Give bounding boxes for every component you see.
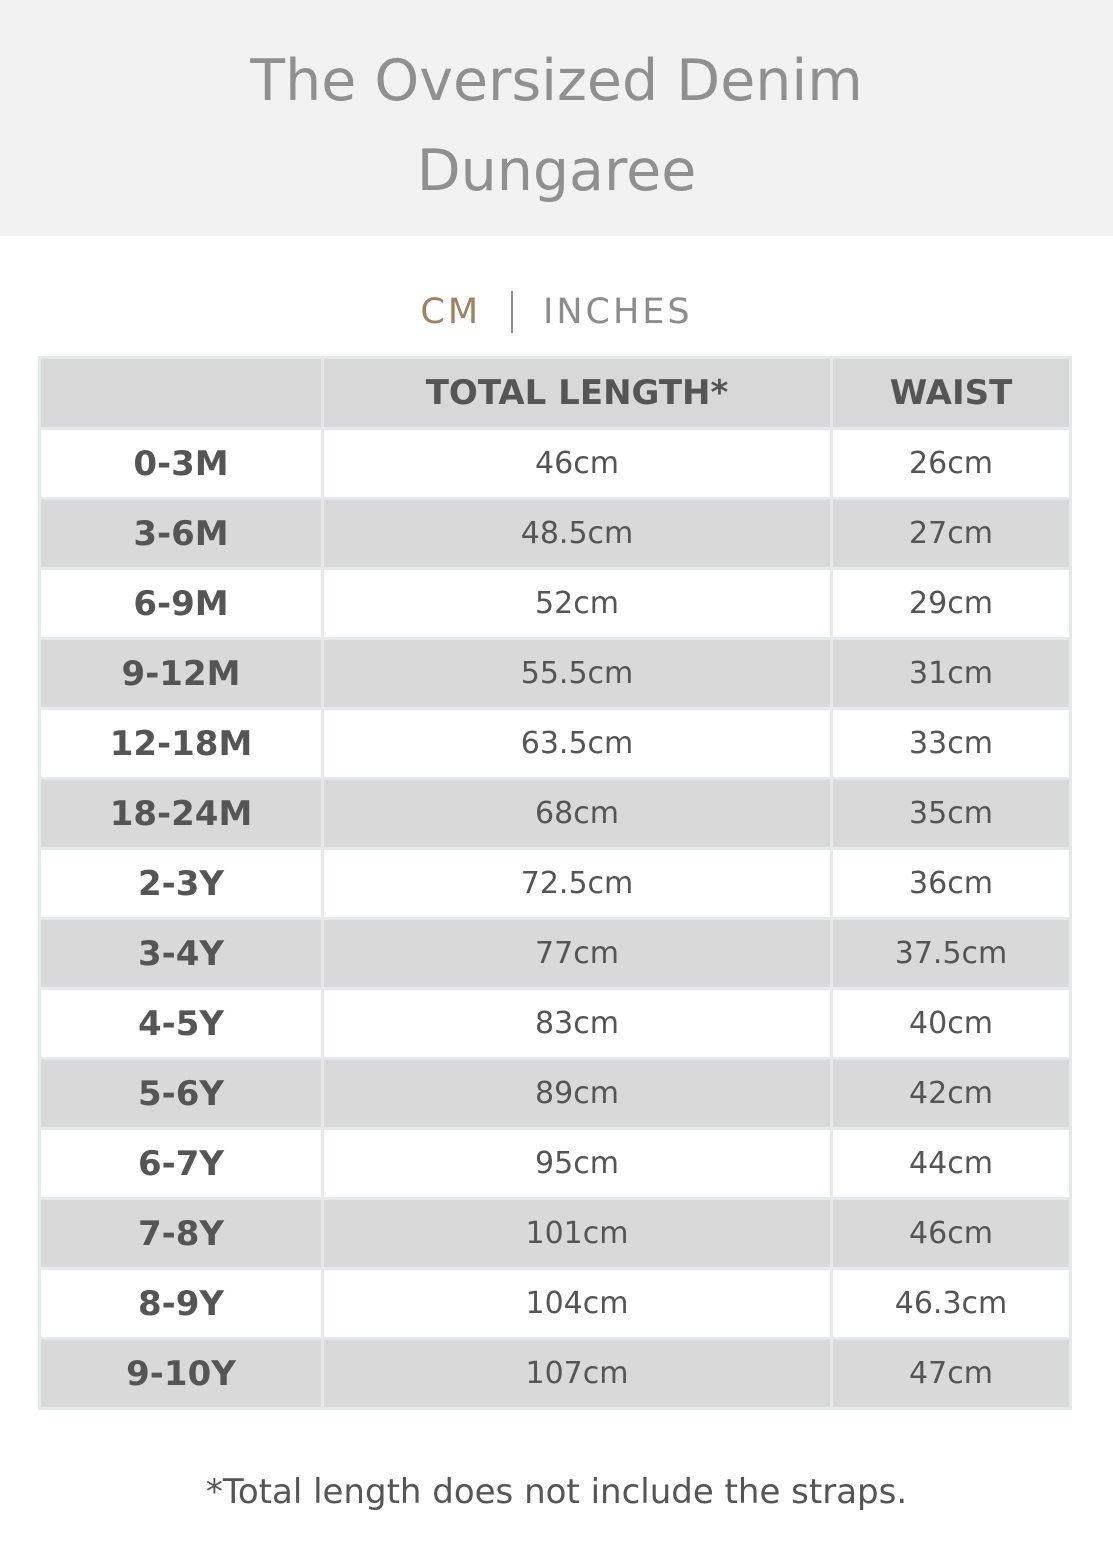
length-cell: 89cm (323, 1059, 832, 1129)
table-header-row (40, 358, 1071, 429)
length-cell: 52cm (323, 569, 832, 639)
length-cell: 77cm (323, 919, 832, 989)
unit-inches-option[interactable]: INCHES (543, 292, 693, 332)
size-cell: 6-9M (40, 569, 323, 639)
table-row (40, 569, 1071, 639)
table-row (40, 779, 1071, 849)
table-row (40, 1129, 1071, 1199)
length-cell: 46cm (323, 429, 832, 499)
size-cell: 9-12M (40, 639, 323, 709)
waist-cell: 46.3cm (832, 1269, 1071, 1339)
table-row (40, 499, 1071, 569)
unit-cm-option[interactable]: CM (420, 292, 482, 332)
length-cell: 48.5cm (323, 499, 832, 569)
length-cell: 107cm (323, 1339, 832, 1409)
table-row (40, 1199, 1071, 1269)
table-row (40, 429, 1071, 499)
size-cell: 7-8Y (40, 1199, 323, 1269)
table-row (40, 1269, 1071, 1339)
page-title-line-1: The Oversized Denim (250, 48, 863, 114)
length-cell: 55.5cm (323, 639, 832, 709)
length-cell: 83cm (323, 989, 832, 1059)
waist-cell: 27cm (832, 499, 1071, 569)
length-cell: 63.5cm (323, 709, 832, 779)
waist-cell: 29cm (832, 569, 1071, 639)
waist-cell: 46cm (832, 1199, 1071, 1269)
page-title-line-2: Dungaree (416, 138, 697, 204)
unit-toggle (0, 286, 1113, 338)
size-cell: 6-7Y (40, 1129, 323, 1199)
table-row (40, 709, 1071, 779)
size-cell: 9-10Y (40, 1339, 323, 1409)
length-cell: 68cm (323, 779, 832, 849)
size-cell: 2-3Y (40, 849, 323, 919)
length-cell: 72.5cm (323, 849, 832, 919)
length-cell: 101cm (323, 1199, 832, 1269)
table-row (40, 849, 1071, 919)
header-waist: WAIST (832, 358, 1071, 429)
header-size (40, 358, 323, 429)
size-cell: 18-24M (40, 779, 323, 849)
waist-cell: 35cm (832, 779, 1071, 849)
page-title (0, 36, 1113, 216)
table-row (40, 1339, 1071, 1409)
table-row (40, 919, 1071, 989)
waist-cell: 37.5cm (832, 919, 1071, 989)
waist-cell: 47cm (832, 1339, 1071, 1409)
waist-cell: 31cm (832, 639, 1071, 709)
size-cell: 4-5Y (40, 989, 323, 1059)
waist-cell: 44cm (832, 1129, 1071, 1199)
size-cell: 5-6Y (40, 1059, 323, 1129)
size-cell: 12-18M (40, 709, 323, 779)
waist-cell: 42cm (832, 1059, 1071, 1129)
header-total-length: TOTAL LENGTH* (323, 358, 832, 429)
waist-cell: 40cm (832, 989, 1071, 1059)
unit-separator (511, 291, 513, 333)
footnote: *Total length does not include the straps. (205, 1472, 908, 1512)
size-cell: 3-6M (40, 499, 323, 569)
table-row (40, 1059, 1071, 1129)
size-cell: 3-4Y (40, 919, 323, 989)
waist-cell: 36cm (832, 849, 1071, 919)
size-cell: 0-3M (40, 429, 323, 499)
length-cell: 95cm (323, 1129, 832, 1199)
size-chart-table (38, 356, 1072, 1410)
waist-cell: 26cm (832, 429, 1071, 499)
table-row (40, 989, 1071, 1059)
header-banner (0, 0, 1113, 236)
size-cell: 8-9Y (40, 1269, 323, 1339)
table-row (40, 639, 1071, 709)
length-cell: 104cm (323, 1269, 832, 1339)
waist-cell: 33cm (832, 709, 1071, 779)
